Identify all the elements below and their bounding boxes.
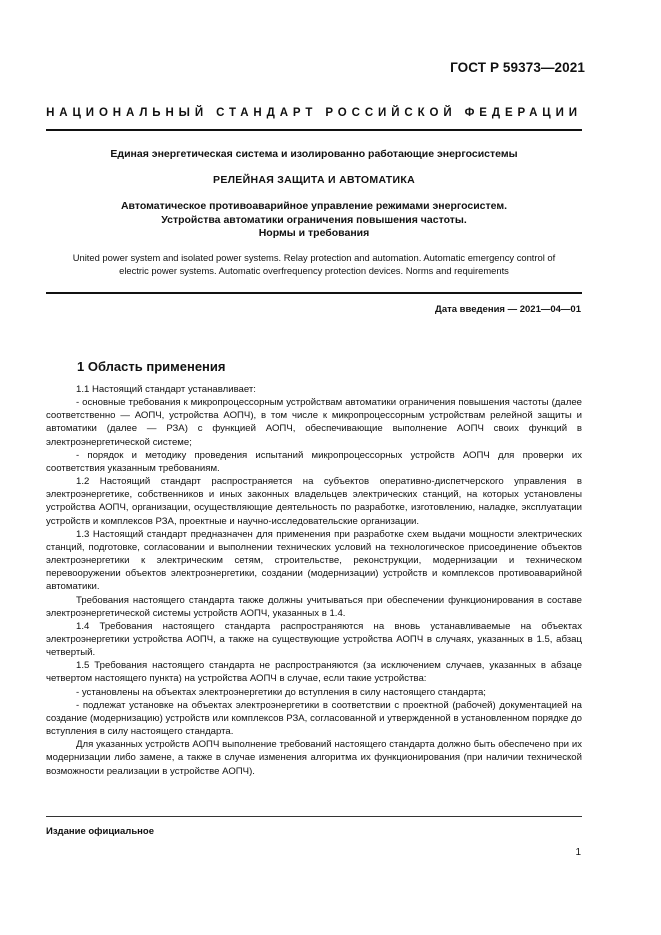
english-title-line-2: electric power systems. Automatic overfrequency protection devices. Norms and requirements [119, 264, 509, 276]
standard-code: ГОСТ Р 59373—2021 [450, 60, 585, 75]
paragraph: Для указанных устройств АОПЧ выполнение требований настоящего стандарта должно быть обеспечено при их модернизации либо замене, а также в случае изменения алгоритма их функционирования (при наличии технической возможности реализации в устройстве АОПЧ). [46, 739, 582, 777]
header-rule [46, 129, 582, 131]
section-body [46, 383, 582, 778]
english-title-line-1: United power system and isolated power systems. Relay protection and automation. Automatic emergency control of [72, 252, 556, 263]
title-line-3 [46, 200, 582, 241]
paragraph: 1.4 Требования настоящего стандарта распространяются на вновь устанавливаемые на объектах электроэнергетики устройства АОПЧ, а также на существующие устройства АОПЧ в случаях, указанных в 1.5, абзац четвертый. [46, 620, 582, 659]
english-title [46, 252, 582, 277]
paragraph: - подлежат установке на объектах электроэнергетики в соответствии с проектной (рабочей) документацией на создание (модернизацию) устройств или комплексов РЗА, согласованной и утвержденной в установленном порядке до вступления в силу настоящего стандарта. [46, 699, 582, 738]
page-number: 1 [575, 847, 581, 858]
paragraph: Требования настоящего стандарта также должны учитываться при обеспечении функционирования в составе электроэнергетической системы устройств АОПЧ, указанных в 1.4. [46, 594, 582, 619]
national-standard-heading: НАЦИОНАЛЬНЫЙ СТАНДАРТ РОССИЙСКОЙ ФЕДЕРАЦИИ [46, 107, 582, 119]
title-rule [46, 292, 582, 294]
edition-note: Издание официальное [46, 826, 154, 837]
title-line-2: РЕЛЕЙНАЯ ЗАЩИТА И АВТОМАТИКА [213, 174, 415, 186]
footer-rule [46, 816, 582, 817]
title-line-3b: Устройства автоматики ограничения повышения частоты. [161, 213, 467, 226]
paragraph: 1.5 Требования настоящего стандарта не распространяются (за исключением случаев, указанных в абзаце четвертом настоящего пункта) на устройства АОПЧ в случае, если такие устройства: [46, 660, 582, 685]
paragraph: 1.1 Настоящий стандарт устанавливает: [76, 384, 256, 395]
title-line-3c: Нормы и требования [258, 227, 370, 239]
intro-date: Дата введения — 2021—04—01 [435, 304, 581, 315]
paragraph: - порядок и методику проведения испытаний микропроцессорных устройств АОПЧ для проверки их соответствия указанным требованиям. [46, 449, 582, 474]
title-line-3a: Автоматическое противоаварийное управление режимами энергосистем. [120, 200, 508, 212]
paragraph: - установлены на объектах электроэнергетики до вступления в силу настоящего стандарта; [76, 686, 486, 698]
title-line-1: Единая энергетическая система и изолированно работающие энергосистемы [110, 148, 518, 160]
paragraph: 1.2 Настоящий стандарт распространяется на субъектов оперативно-диспетчерского управления в электроэнергетике, собственников и иных законных владельцев электрических станций, на которых установлены устройства АОПЧ, организации, осуществляющие деятельность по разработке, изготовлению, наладке, эксплуатации устройств и комплексов РЗА, проектные и научно-исследовательские организации. [46, 476, 582, 527]
paragraph: - основные требования к микропроцессорным устройствам автоматики ограничения повышения частоты (далее соответственно — АОПЧ, устройства АОПЧ), в том числе к микропроцессорным устройствам релейной защиты и автоматики (далее — РЗА) с функцией АОПЧ, обеспечивающие выполнение АОПЧ своих функций в электроэнергетической системе; [46, 397, 582, 448]
paragraph: 1.3 Настоящий стандарт предназначен для применения при разработке схем выдачи мощности электрических станций, подготовке, согласовании и выполнении технических условий на технологическое присоединение объектов электроэнергетики к электрическим сетям, строительстве, реконструкции, модернизации и техническом перевооружении объектов электроэнергетики, создании (модернизации) устройств и комплексов противоаварийной автоматики. [46, 528, 582, 593]
section-title: 1 Область применения [77, 359, 226, 374]
